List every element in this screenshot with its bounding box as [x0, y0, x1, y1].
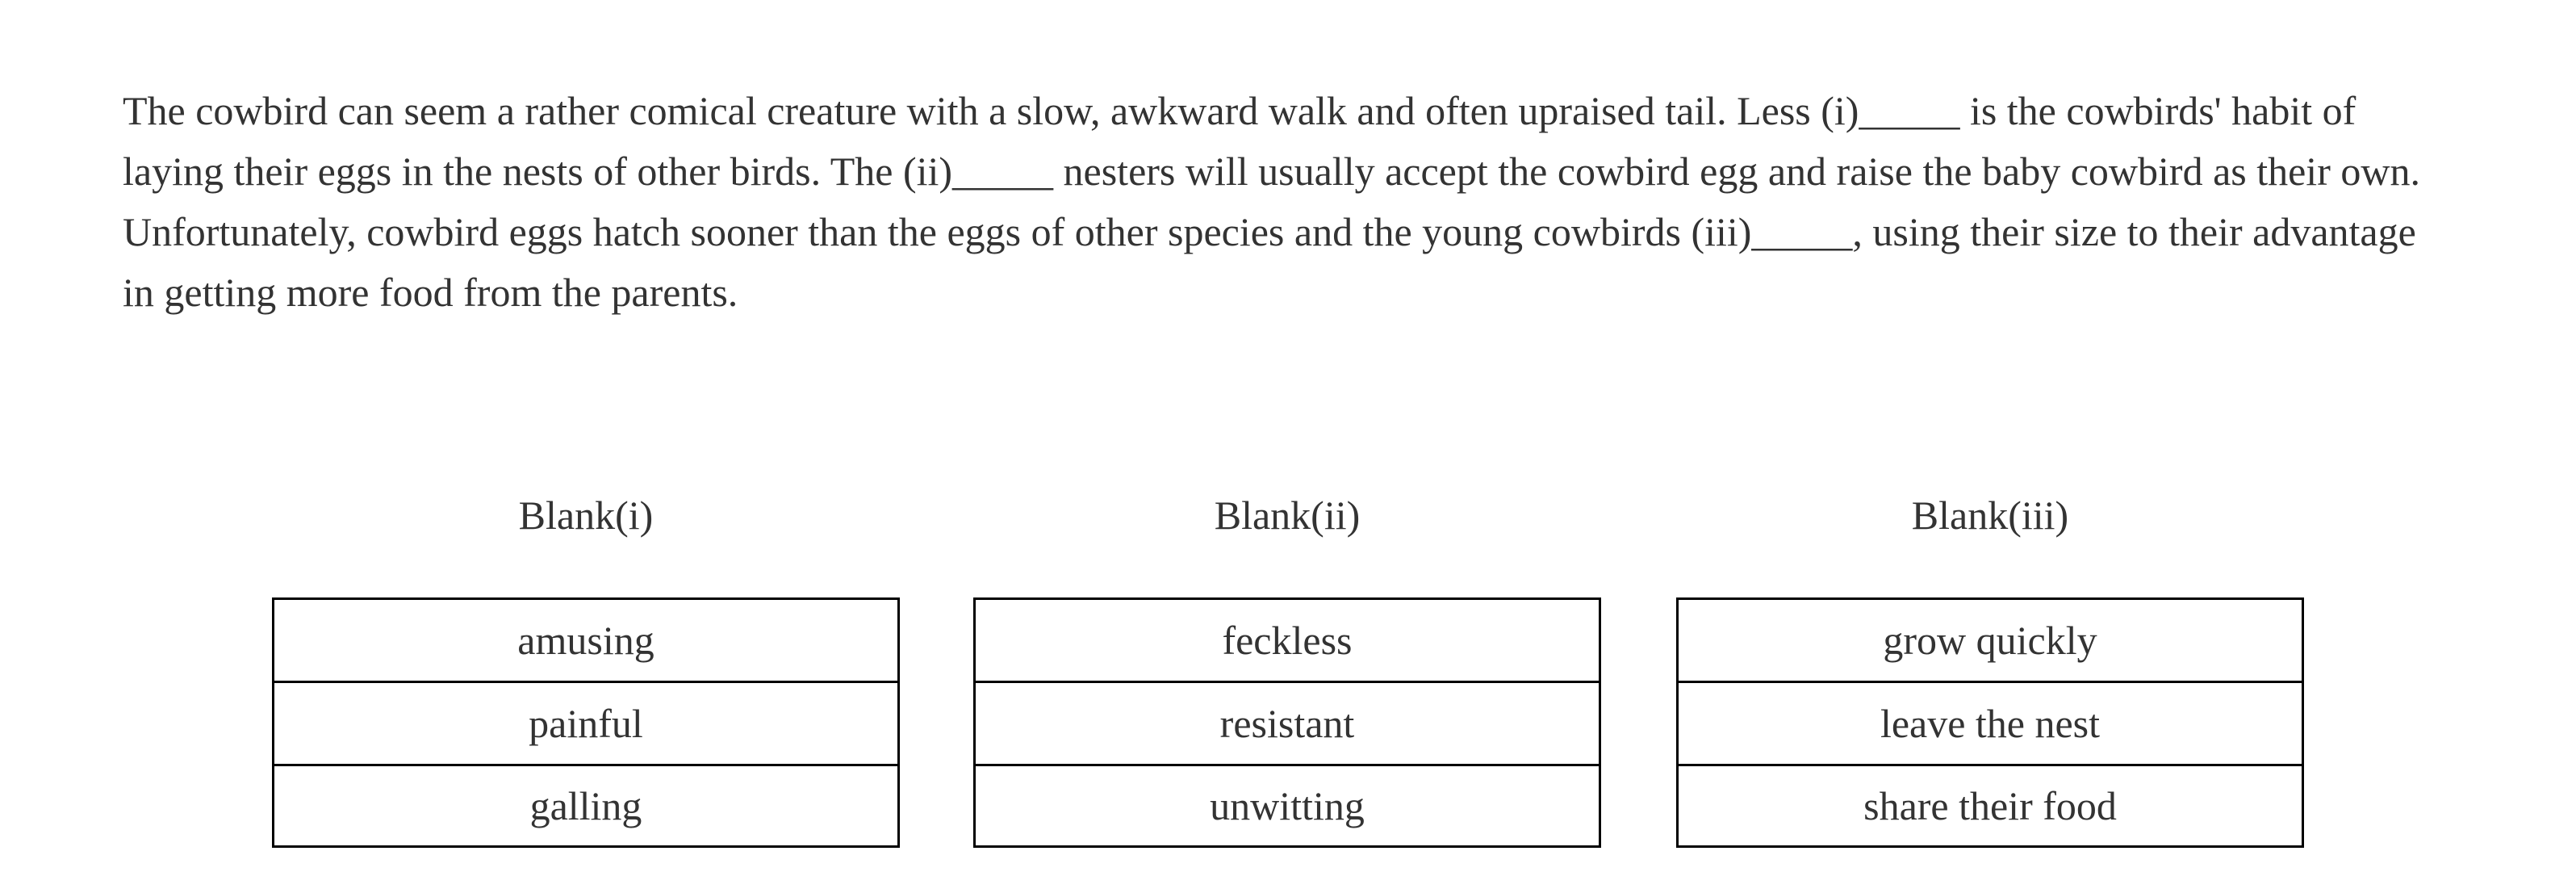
question-passage: The cowbird can seem a rather comical creature with a slow, awkward walk and often upraised tail. Less (i)_____ is the cowbirds' habit of laying their eggs in the nests of other birds. The (ii)_____ nesters will usually accept the cowbird egg and raise the baby cowbird as their own. Unfortunately, cowbird eggs hatch sooner than the eggs of other species and the young cowbirds (iii)_____, using their size to their advantage in getting more food from the parents.: [123, 88, 2420, 315]
blank-ii-options: [973, 597, 1601, 848]
blank-ii-header: Blank(ii): [1214, 493, 1361, 538]
blank-iii-header: Blank(iii): [1911, 493, 2069, 538]
blank-i-option-painful[interactable]: painful: [274, 681, 897, 764]
blank-i-option-amusing[interactable]: amusing: [517, 618, 654, 663]
blank-iii-options: [1676, 597, 2304, 848]
blank-i-option-galling[interactable]: galling: [274, 764, 897, 845]
blank-i-header: Blank(i): [518, 493, 654, 538]
blank-ii-option-feckless[interactable]: feckless: [1222, 618, 1353, 663]
blank-iii-option-grow-quickly[interactable]: grow quickly: [1883, 618, 2097, 663]
blank-i-options: [272, 597, 900, 848]
blank-iii-option-leave-the-nest[interactable]: leave the nest: [1679, 681, 2302, 764]
blank-iii-option-share-their-food[interactable]: share their food: [1679, 764, 2302, 845]
blank-ii-option-unwitting[interactable]: unwitting: [976, 764, 1599, 845]
blank-ii-option-resistant[interactable]: resistant: [976, 681, 1599, 764]
